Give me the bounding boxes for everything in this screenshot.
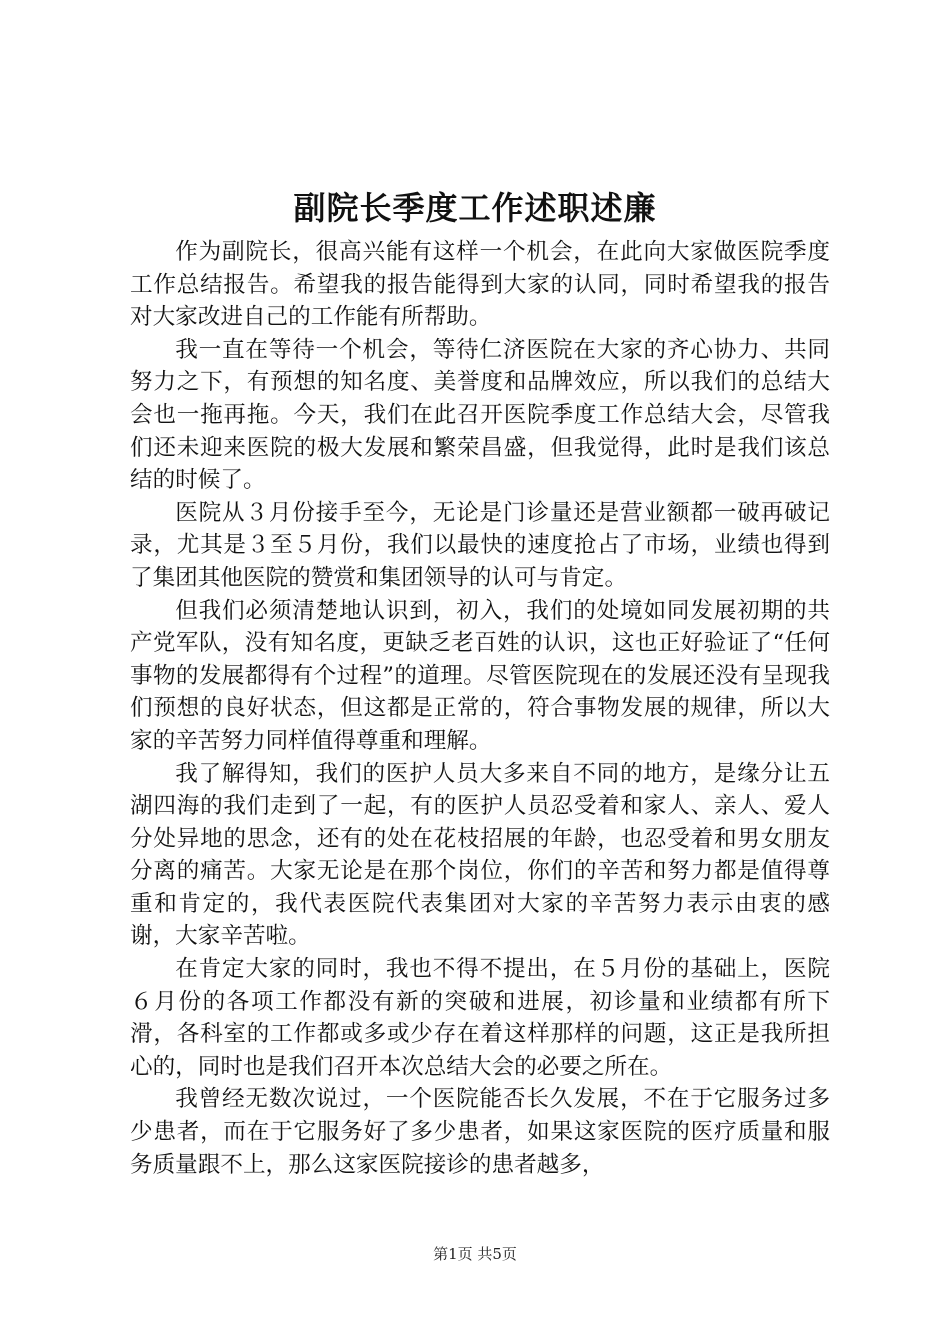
document-title: 副院长季度工作述职述廉	[293, 189, 657, 227]
paragraph: 我一直在等待一个机会，等待仁济医院在大家的齐心协力、共同努力之下，有预想的知名度、美誉度和品牌效应，所以我们的总结大会也一拖再拖。今天，我们在此召开医院季度工作总结大会，尽管我们还未迎来医院的极大发展和繁荣昌盛，但我觉得，此时是我们该总结的时候了。	[130, 336, 830, 494]
paragraph: 作为副院长，很高兴能有这样一个机会，在此向大家做医院季度工作总结报告。希望我的报告能得到大家的认同，同时希望我的报告对大家改进自己的工作能有所帮助。	[130, 239, 830, 331]
paragraph: 我曾经无数次说过，一个医院能否长久发展，不在于它服务过多少患者，而在于它服务好了多少患者，如果这家医院的医疗质量和服务质量跟不上，那么这家医院接诊的患者越多，	[130, 1086, 830, 1178]
paragraph: 但我们必须清楚地认识到，初入，我们的处境如同发展初期的共产党军队，没有知名度，更缺乏老百姓的认识，这也正好验证了“任何事物的发展都得有个过程”的道理。尽管医院现在的发展还没有呈现我们预想的良好状态，但这都是正常的，符合事物发展的规律，所以大家的辛苦努力同样值得尊重和理解。	[130, 597, 830, 754]
paragraph: 在肯定大家的同时，我也不得不提出，在５月份的基础上，医院６月份的各项工作都没有新的突破和进展，初诊量和业绩都有所下滑，各科室的工作都或多或少存在着这样那样的问题，这正是我所担心的，同时也是我们召开本次总结大会的必要之所在。	[130, 956, 830, 1080]
paragraph: 医院从３月份接手至今，无论是门诊量还是营业额都一破再破记录，尤其是３至５月份，我们以最快的速度抢占了市场，业绩也得到了集团其他医院的赞赏和集团领导的认可与肯定。	[130, 499, 830, 591]
paragraph: 我了解得知，我们的医护人员大多来自不同的地方，是缘分让五湖四海的我们走到了一起，有的医护人员忍受着和家人、亲人、爱人分处异地的思念，还有的处在花枝招展的年龄，也忍受着和男女朋友分离的痛苦。大家无论是在那个岗位，你们的辛苦和努力都是值得尊重和肯定的，我代表医院代表集团对大家的辛苦努力表示由衷的感谢，大家辛苦啦。	[130, 760, 830, 950]
document-body	[130, 236, 830, 1181]
page-number-footer: 第1页 共5页	[433, 1245, 517, 1263]
